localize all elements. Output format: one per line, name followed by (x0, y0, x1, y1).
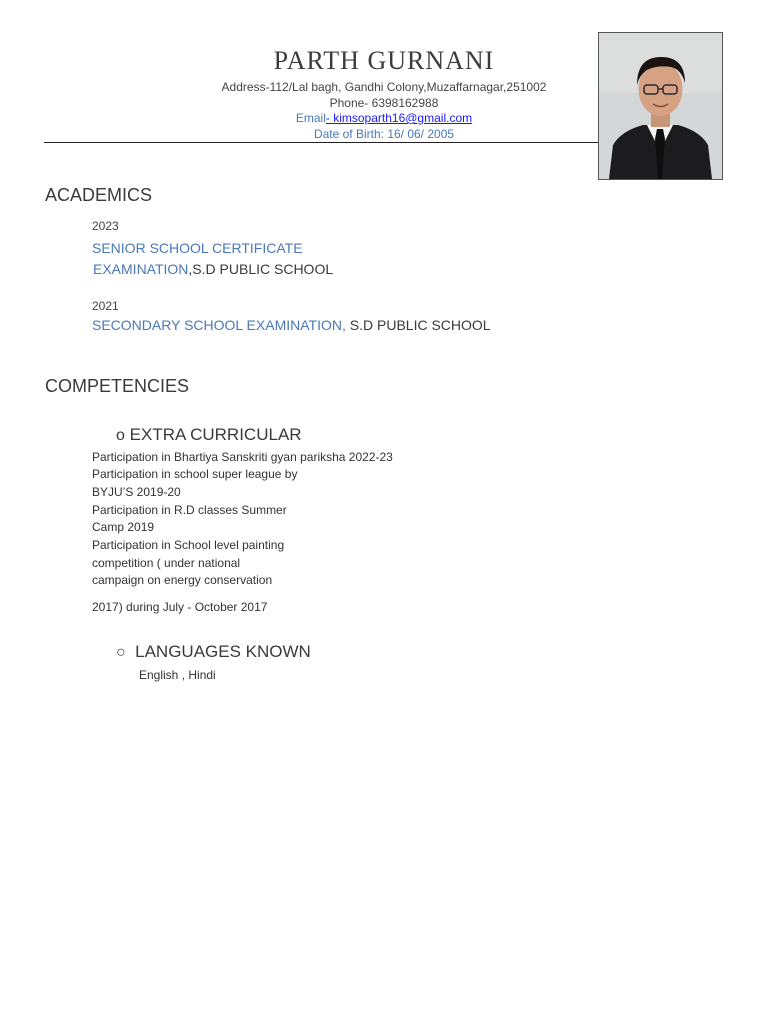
bullet-icon: o (116, 427, 125, 444)
senior-school-name: ,S.D PUBLIC SCHOOL (188, 261, 334, 277)
activity-line: competition ( under national (92, 556, 241, 570)
secondary-school-title: SECONDARY SCHOOL EXAMINATION, (92, 317, 350, 333)
profile-photo (598, 32, 723, 180)
address-line: Address-112/Lal bagh, Gandhi Colony,Muzaffarnagar,251002 (221, 80, 547, 94)
activity-line: Participation in school super league by (92, 467, 298, 481)
activity-line: Participation in Bhartiya Sanskriti gyan pariksha 2022-23 (92, 450, 393, 464)
languages-heading (116, 642, 311, 662)
extra-curricular-heading (116, 425, 302, 445)
languages-value: English , Hindi (139, 668, 216, 682)
senior-school-exam: EXAMINATION (93, 261, 189, 277)
circle-bullet-icon: ○ (116, 644, 126, 661)
extra-curricular-title: EXTRA CURRICULAR (129, 425, 302, 444)
phone-line: Phone- 6398162988 (329, 96, 439, 110)
senior-school-line2 (93, 261, 333, 277)
academic-year-2023: 2023 (92, 219, 119, 233)
activity-line: 2017) during July - October 2017 (92, 600, 268, 614)
senior-school-title: SENIOR SCHOOL CERTIFICATE (92, 240, 303, 256)
candidate-name: PARTH GURNANI (273, 46, 495, 75)
date-of-birth: Date of Birth: 16/ 06/ 2005 (313, 127, 455, 141)
academic-year-2021: 2021 (92, 299, 119, 313)
secondary-school-line (92, 317, 491, 333)
activity-line: Participation in R.D classes Summer (92, 503, 287, 517)
activity-line: BYJU’S 2019-20 (92, 485, 181, 499)
email-separator: - (325, 111, 334, 125)
section-academics-heading: ACADEMICS (45, 185, 153, 205)
activity-line: campaign on energy conservation (92, 573, 273, 587)
email-label: Email (295, 111, 326, 125)
activity-line: Participation in School level painting (92, 538, 285, 552)
section-competencies-heading: COMPETENCIES (45, 376, 190, 396)
languages-title: LANGUAGES KNOWN (135, 642, 311, 661)
secondary-school-name: S.D PUBLIC SCHOOL (349, 317, 491, 333)
profile-photo-image (599, 33, 722, 179)
activity-line: Camp 2019 (92, 520, 155, 534)
email-link[interactable]: kimsoparth16@gmail.com (333, 111, 473, 125)
